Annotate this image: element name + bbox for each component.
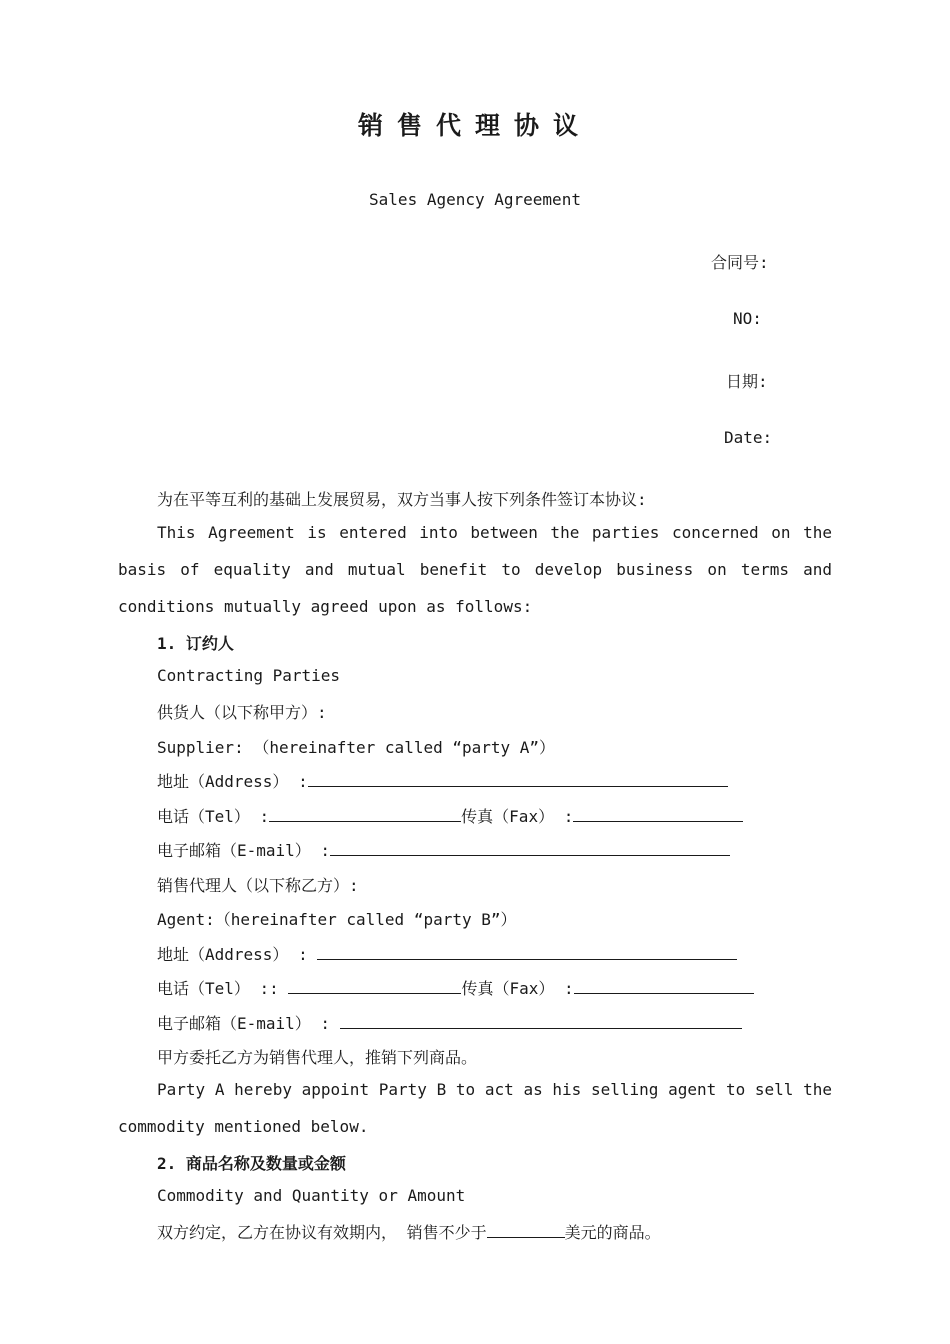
amount-clause-row (157, 1220, 661, 1243)
supplier-fax-field[interactable] (573, 807, 743, 822)
supplier-tel-fax-row (157, 804, 743, 827)
section2-heading: 2. 商品名称及数量或金额 (157, 1154, 346, 1173)
contract-no-cn-label: 合同号: (711, 253, 769, 272)
appoint-cn: 甲方委托乙方为销售代理人，推销下列商品。 (157, 1048, 478, 1067)
agent-tel-fax-row (157, 976, 754, 999)
supplier-address-label: 地址（Address） : (157, 772, 308, 791)
agent-tel-label: 电话（Tel） :: (157, 979, 289, 998)
appoint-en-paragraph (118, 1071, 832, 1145)
supplier-email-row (157, 838, 730, 861)
document-subtitle: Sales Agency Agreement (369, 190, 581, 209)
agent-fax-label: 传真（Fax） : (461, 979, 574, 998)
section1-heading: 1. 订约人 (157, 634, 234, 653)
supplier-fax-label: 传真（Fax） : (461, 807, 574, 826)
amount-clause-before: 双方约定，乙方在协议有效期内， 销售不少于 (157, 1223, 487, 1242)
appoint-en-text: Party A hereby appoint Party B to act as his selling agent to sell the commodity mentioned below. (118, 1080, 832, 1136)
agent-tel-field[interactable] (288, 979, 461, 994)
agent-cn: 销售代理人（以下称乙方）: (157, 876, 359, 895)
agent-email-label: 电子邮箱（E-mail） : (157, 1014, 340, 1033)
supplier-email-label: 电子邮箱（E-mail） : (157, 841, 331, 860)
supplier-cn: 供货人（以下称甲方）: (157, 703, 327, 722)
amount-clause-after: 美元的商品。 (564, 1223, 661, 1242)
supplier-address-row (157, 769, 728, 792)
date-en-label: Date: (724, 428, 773, 447)
agent-address-row (157, 942, 737, 965)
amount-field[interactable] (487, 1223, 565, 1238)
agent-address-label: 地址（Address） : (157, 945, 318, 964)
supplier-en: Supplier: （hereinafter called “party A”） (157, 738, 556, 757)
section2-heading-en: Commodity and Quantity or Amount (157, 1186, 466, 1205)
agent-address-field[interactable] (317, 945, 737, 960)
document-title: 销售代理协议 (357, 111, 592, 140)
supplier-email-field[interactable] (330, 841, 730, 856)
intro-en-paragraph (118, 514, 832, 625)
agent-email-field[interactable] (340, 1014, 742, 1029)
supplier-tel-field[interactable] (269, 807, 461, 822)
agent-en: Agent:（hereinafter called “party B”） (157, 910, 517, 929)
contract-no-en-label: NO: (733, 309, 762, 328)
supplier-tel-label: 电话（Tel） : (157, 807, 270, 826)
section1-heading-en: Contracting Parties (157, 666, 341, 685)
supplier-address-field[interactable] (308, 772, 728, 787)
intro-cn: 为在平等互利的基础上发展贸易，双方当事人按下列条件签订本协议: (157, 490, 647, 509)
agent-fax-field[interactable] (574, 979, 754, 994)
date-cn-label: 日期: (726, 372, 768, 391)
agent-email-row (157, 1011, 742, 1034)
intro-en-text: This Agreement is entered into between the parties concerned on the basis of equality and mutual benefit to develop business on terms and conditions mutually agreed upon as follows: (118, 523, 832, 616)
